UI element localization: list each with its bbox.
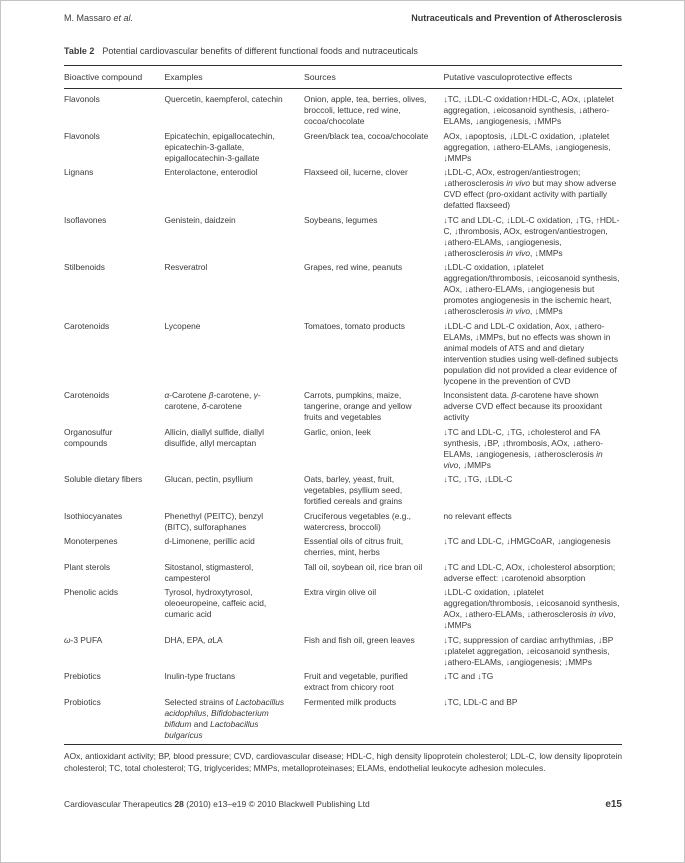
cell-compound: Carotenoids [64,320,110,331]
cell-compound: Carotenoids [64,390,110,400]
table-caption [64,46,622,56]
cell-examples: Glucan, pectin, psyllium [164,474,253,484]
nutraceuticals-table [64,65,622,745]
cell-compound: Lignans [64,167,94,177]
cell-examples: Lycopene [164,320,201,331]
cell-sources: Flaxseed oil, lucerne, clover [303,167,408,177]
table-body [64,89,622,745]
cell-effects: AOx, ↓apoptosis, ↓LDL-C oxidation, ↓platelet aggregation, ↓athero-ELAMs, ↓angiogenesis, ↓MMPs [443,130,611,163]
cell-compound: Flavonols [64,94,100,104]
cell-examples: Inulin-type fructans [164,671,236,681]
cell-sources: Green/black tea, cocoa/chocolate [303,130,429,141]
cell-examples: Quercetin, kaempferol, catechin [164,94,283,104]
cell-compound: Stilbenoids [64,262,105,272]
page-number: e15 [605,799,622,810]
column-header-sources: Sources [304,66,444,89]
cell-effects: ↓TC and LDL-C, AOx, ↓cholesterol absorption; adverse effect: ↓carotenoid absorption [443,561,616,583]
table-row [64,536,622,562]
cell-compound: Plant sterols [64,561,111,572]
cell-compound: Phenolic acids [64,587,119,597]
cell-effects: ↓LDL-C and LDL-C oxidation, Aox, ↓athero-ELAMs, ↓MMPs, but no effects was shown in animal models of ATS and and dietary intervention studies using well-defined subjects population did not provided a clear evidence of lycopene in the prevention of CVD [443,320,619,386]
cell-effects: ↓TC, ↓LDL-C oxidation↑HDL-C, AOx, ↓platelet aggregation, ↓eicosanoid synthesis, ↓athero-ELAMs, ↓angiogenesis, ↓MMPs [443,94,614,126]
table-row [64,262,622,321]
page-footer [64,799,622,810]
cell-effects: ↓TC, suppression of cardiac arrhythmias, ↓BP ↓platelet aggregation, ↓eicosanoid synthesis, ↓athero-ELAMs, ↓angiogenesis; ↓MMPs [443,634,614,667]
cell-sources: Cruciferous vegetables (e.g., watercress, broccoli) [303,510,412,532]
cell-examples: DHA, EPA, αLA [164,634,223,645]
cell-compound: Monoterpenes [64,536,118,546]
table-row [64,697,622,745]
table-row [64,635,622,672]
table-footnote: AOx, antioxidant activity; BP, blood pressure; CVD, cardiovascular disease; HDL-C, high density lipoprotein cholesterol; LDL-C, low density lipoprotein cholesterol; TC, total cholesterol; TG, triglycerides; MMPs, metalloproteinases; ELAMs, endothelial leukocyte adhesion molecules. [64,751,622,773]
cell-examples: d-Limonene, perillic acid [164,536,255,546]
table-row [64,215,622,263]
cell-compound: Isothiocyanates [64,510,123,521]
cell-examples: Resveratrol [164,262,208,272]
table-row [64,321,622,391]
cell-examples: Allicin, diallyl sulfide, diallyl disulfide, allyl mercaptan [164,426,265,448]
running-head [64,13,622,23]
table-row [64,390,622,427]
cell-sources: Onion, apple, tea, berries, olives, broccoli, lettuce, red wine, cocoa/chocolate [303,94,427,126]
column-header-examples: Examples [164,66,304,89]
cell-examples: Genistein, daidzein [164,214,236,225]
cell-sources: Essential oils of citrus fruit, cherries, mint, herbs [303,536,404,557]
table-row [64,511,622,537]
cell-compound: Flavonols [64,130,100,141]
table-row [64,427,622,475]
cell-examples: Epicatechin, epigallocatechin, epicatechin-3-gallate, epigallocatechin-3-gallate [164,130,275,163]
cell-sources: Soybeans, legumes [303,214,378,225]
cell-sources: Tall oil, soybean oil, rice bran oil [303,561,423,572]
table-label: Table 2 [64,46,95,56]
cell-compound: ω-3 PUFA [64,634,103,645]
cell-compound: Isoflavones [64,214,107,225]
cell-effects: ↓TC and LDL-C, ↓TG, ↓cholesterol and FA synthesis, ↓BP, ↓thrombosis, AOx, ↓athero-ELAMs, ↓angiogenesis, ↓atherosclerosis in vivo, ↓MMPs [443,426,603,470]
cell-examples: Tyrosol, hydroxytyrosol, oleoeuropeine, caffeic acid, cumaric acid [164,587,267,619]
cell-effects: ↓LDL-C, AOx, estrogen/antiestrogen; ↓atherosclerosis in vivo but may show adverse CVD effect (pro-oxidant activity with partially defatted flaxseed) [443,167,617,210]
cell-effects: ↓TC, ↓TG, ↓LDL-C [443,474,513,484]
table-row [64,587,622,635]
cell-compound: Organosulfur compounds [64,426,113,448]
cell-compound: Soluble dietary fibers [64,474,143,484]
table-row [64,167,622,215]
cell-sources: Grapes, red wine, peanuts [303,262,403,272]
table-header-row [64,66,622,89]
cell-examples: α-Carotene β-carotene, γ-carotene, δ-carotene [164,390,261,411]
cell-effects: Inconsistent data. β-carotene have shown adverse CVD effect because its prooxidant activity [443,390,603,422]
table-row [64,474,622,511]
cell-examples: Phenethyl (PEITC), benzyl (BITC), sulforaphanes [164,510,264,532]
cell-examples: Sitostanol, stigmasterol, campesterol [164,561,254,583]
cell-sources: Fish and fish oil, green leaves [303,634,415,645]
cell-effects: ↓LDL-C oxidation, ↓platelet aggregation/thrombosis, ↓eicosanoid synthesis, AOx, ↓athero-ELAMs, ↓angiogenesis but promotes angiogenesis in the ischemic heart, ↓atherosclerosis in vivo, ↓MMPs [443,262,620,316]
column-header-effects: Putative vasculoprotective effects [443,66,622,89]
cell-sources: Tomatoes, tomato products [303,320,405,331]
cell-examples: Enterolactone, enterodiol [164,167,258,177]
cell-effects: no relevant effects [443,510,512,521]
journal-citation: Cardiovascular Therapeutics 28 (2010) e13–e19 © 2010 Blackwell Publishing Ltd [64,799,370,809]
cell-sources: Fermented milk products [303,696,397,707]
table-row [64,562,622,588]
cell-sources: Fruit and vegetable, purified extract from chicory root [303,671,408,692]
cell-sources: Extra virgin olive oil [303,587,377,597]
cell-sources: Garlic, onion, leek [303,426,371,437]
running-head-title: Nutraceuticals and Prevention of Atherosclerosis [411,13,622,23]
cell-effects: ↓TC and LDL-C, ↓HMGCoAR, ↓angiogenesis [443,536,611,546]
cell-compound: Prebiotics [64,671,101,681]
cell-sources: Carrots, pumpkins, maize, tangerine, orange and yellow fruits and vegetables [303,390,412,422]
cell-sources: Oats, barley, yeast, fruit, vegetables, psyllium seed, fortified cereals and grains [303,474,403,506]
table-row [64,89,622,131]
cell-compound: Probiotics [64,696,101,707]
running-head-authors: M. Massaro et al. [64,13,134,23]
table-row [64,131,622,168]
table-caption-text: Potential cardiovascular benefits of different functional foods and nutraceuticals [102,46,418,56]
cell-effects: ↓TC, LDL-C and BP [443,696,518,707]
cell-effects: ↓TC and ↓TG [443,671,494,681]
cell-effects: ↓TC and LDL-C, ↓LDL-C oxidation, ↓TG, ↑HDL-C, ↓thrombosis, AOx, estrogen/antiestrogen, ↓athero-ELAMs, ↓angiogenesis, ↓atherosclerosis in vivo, ↓MMPs [443,214,620,258]
table-row [64,671,622,697]
cell-effects: ↓LDL-C oxidation, ↓platelet aggregation/thrombosis, ↓eicosanoid synthesis, AOx, ↓athero-ELAMs, ↓atherosclerosis in vivo, ↓MMPs [443,587,620,630]
column-header-bioactive-compound: Bioactive compound [64,66,164,89]
cell-examples: Selected strains of Lactobacillus acidophilus, Bifidobacterium bifidum and Lactobacillus bulgaricus [164,696,285,740]
page-content [64,13,622,782]
